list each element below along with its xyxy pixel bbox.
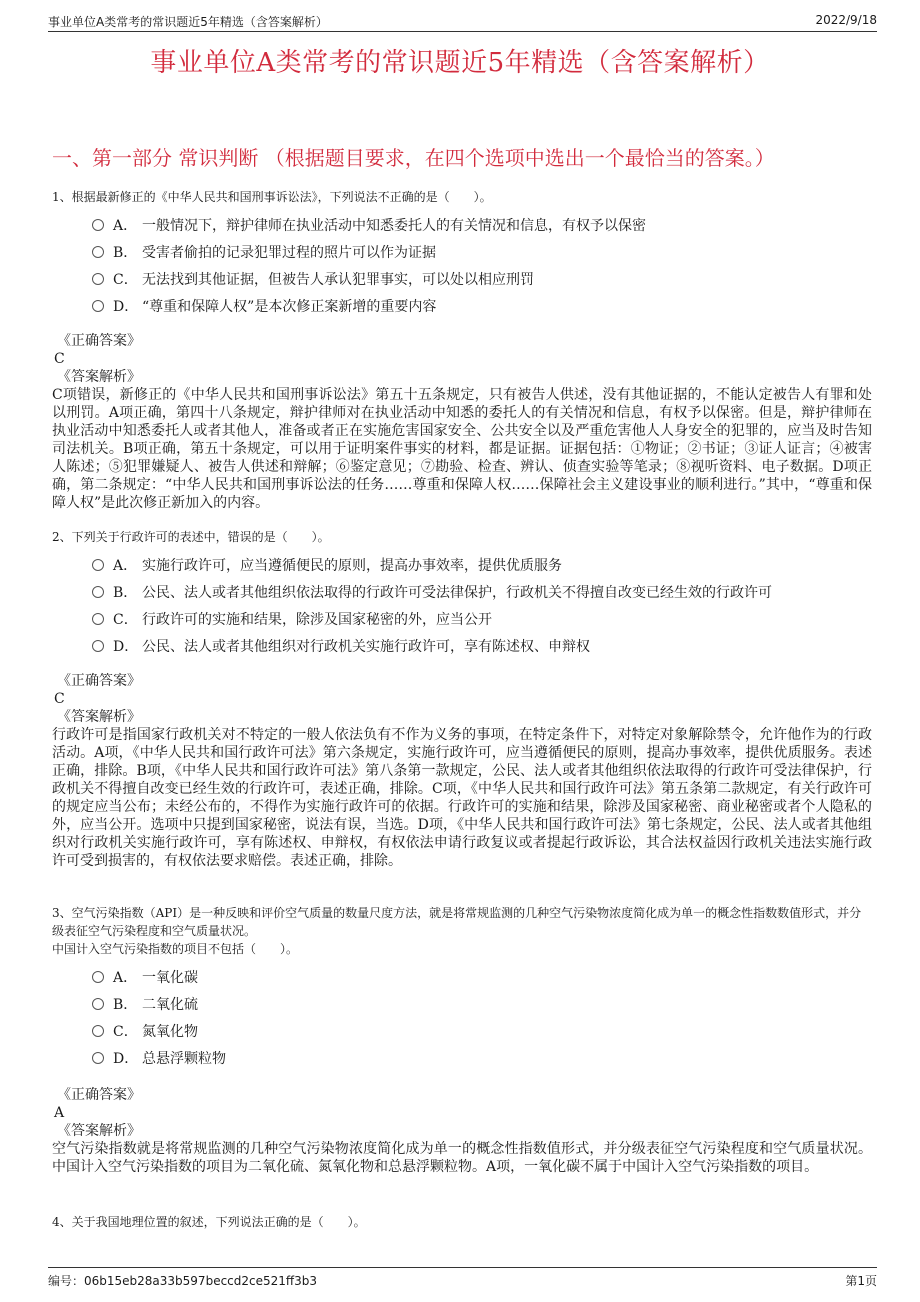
explanation-1: C项错误，新修正的《中华人民共和国刑事诉讼法》第五十五条规定，只有被告人供述，没有其他证据的，不能认定被告人有罪和处以刑罚。A项正确，第四十八条规定，辩护律师对在执业活动中知悉的委托人的有关情况和信息，有权予以保密。但是，辩护律师在执业活动中知悉委托人或者其他人，准备或者正在实施危害国家安全、公共安全以及严重危害他人人身安全的犯罪的，应当及时告知司法机关。B项正确，第五十条规定，可以用于证明案件事实的材料，都是证据。证据包括：①物证；②书证；③证人证言；④被害人陈述；⑤犯罪嫌疑人、被告人供述和辩解；⑥鉴定意见；⑦勘验、检查、辨认、侦查实验等笔录；⑧视听资料、电子数据。D项正确，第二条规定：“中华人民共和国刑事诉讼法的任务……尊重和保障人权……保障社会主义建设事业的顺利进行。”其中，“尊重和保障人权”是此次修正新加入的内容。 <box>52 387 872 511</box>
radio-icon[interactable] <box>92 971 104 983</box>
answer-value: A <box>54 1105 65 1121</box>
explanation-label: 《答案解析》 <box>57 1123 141 1139</box>
page-footer <box>48 1267 877 1288</box>
radio-icon[interactable] <box>92 1025 104 1037</box>
question-stem: 2、下列关于行政许可的表述中，错误的是（ ）。 <box>52 530 330 544</box>
header-date: 2022/9/18 <box>815 13 877 27</box>
answer-label: 《正确答案》 <box>57 673 141 689</box>
explanation-label: 《答案解析》 <box>57 369 141 385</box>
option-b[interactable]: B． 受害者偷拍的记录犯罪过程的照片可以作为证据 <box>52 240 872 267</box>
radio-icon[interactable] <box>92 246 104 258</box>
radio-icon[interactable] <box>92 586 104 598</box>
question-stem: 4、关于我国地理位置的叙述，下列说法正确的是（ ）。 <box>52 1215 366 1229</box>
explanation-2: 行政许可是指国家行政机关对不特定的一般人依法负有不作为义务的事项，在特定条件下，对特定对象解除禁令，允许他作为的行政活动。A项，《中华人民共和国行政许可法》第六条规定，实施行政许可，应当遵循便民的原则，提高办事效率，提供优质服务。表述正确，排除。B项，《中华人民共和国行政许可法》第八条第一款规定，公民、法人或者其他组织依法取得的行政许可受法律保护，行政机关不得擅自改变已经生效的行政许可，表述正确，排除。C项，《中华人民共和国行政许可法》第五条第二款规定，有关行政许可的规定应当公布；未经公布的，不得作为实施行政许可的依据。行政许可的实施和结果，除涉及国家秘密、商业秘密或者个人隐私的外，应当公开。选项中只提到国家秘密，说法有误，当选。D项，《中华人民共和国行政许可法》第七条规定，公民、法人或者其他组织对行政机关实施行政许可，享有陈述权、申辩权，有权依法申请行政复议或者提起行政诉讼，其合法权益因行政机关违法实施行政许可受到损害的，有权依法要求赔偿。表述正确，排除。 <box>52 727 872 869</box>
answer-value: C <box>54 691 65 707</box>
option-c[interactable]: C． 无法找到其他证据，但被告人承认犯罪事实，可以处以相应刑罚 <box>52 267 872 294</box>
radio-icon[interactable] <box>92 998 104 1010</box>
radio-icon[interactable] <box>92 1052 104 1064</box>
answer-2 <box>52 672 872 726</box>
option-b[interactable]: B． 公民、法人或者其他组织依法取得的行政许可受法律保护，行政机关不得擅自改变已经生效的行政许可 <box>52 580 872 607</box>
option-c[interactable]: C． 行政许可的实施和结果，除涉及国家秘密的外，应当公开 <box>52 607 872 634</box>
option-d[interactable]: D． “尊重和保障人权”是本次修正案新增的重要内容 <box>52 294 872 321</box>
question-stem-sub: 中国计入空气污染指数的项目不包括（ ）。 <box>52 942 299 956</box>
option-a[interactable]: A． 一般情况下，辩护律师在执业活动中知悉委托人的有关情况和信息，有权予以保密 <box>52 213 872 240</box>
page-header <box>48 9 877 32</box>
answer-1 <box>52 332 872 386</box>
option-list <box>52 965 872 1073</box>
question-stem: 1、根据最新修正的《中华人民共和国刑事诉讼法》，下列说法不正确的是（ ）。 <box>52 190 492 204</box>
explanation-3: 空气污染指数就是将常规监测的几种空气污染物浓度简化成为单一的概念性指数值形式，并分级表征空气污染程度和空气质量状况。中国计入空气污染指数的项目为二氧化硫、氮氧化物和总悬浮颗粒物。A项，一氧化碳不属于中国计入空气污染指数的项目。 <box>52 1141 872 1175</box>
radio-icon[interactable] <box>92 273 104 285</box>
section-heading: 一、第一部分 常识判断 （根据题目要求，在四个选项中选出一个最恰当的答案。） <box>52 146 775 170</box>
radio-icon[interactable] <box>92 300 104 312</box>
radio-icon[interactable] <box>92 613 104 625</box>
question-2 <box>52 528 872 661</box>
explanation-label: 《答案解析》 <box>57 709 141 725</box>
answer-label: 《正确答案》 <box>57 1087 141 1103</box>
answer-value: C <box>54 351 65 367</box>
question-3 <box>52 904 872 1073</box>
option-list <box>52 213 872 321</box>
radio-icon[interactable] <box>92 640 104 652</box>
question-4 <box>52 1213 872 1231</box>
answer-3 <box>52 1086 872 1140</box>
radio-icon[interactable] <box>92 219 104 231</box>
option-a[interactable]: A． 一氧化碳 <box>52 965 872 992</box>
option-c[interactable]: C． 氮氧化物 <box>52 1019 872 1046</box>
radio-icon[interactable] <box>92 559 104 571</box>
question-1 <box>52 188 872 321</box>
question-stem: 3、空气污染指数（API）是一种反映和评价空气质量的数量尺度方法，就是将常规监测的几种空气污染物浓度简化成为单一的概念性指数数值形式，并分级表征空气污染程度和空气质量状况。 <box>52 906 862 938</box>
option-a[interactable]: A． 实施行政许可，应当遵循便民的原则，提高办事效率，提供优质服务 <box>52 553 872 580</box>
header-doc-title: 事业单位A类常考的常识题近5年精选（含答案解析） <box>48 15 328 29</box>
document-title: 事业单位A类常考的常识题近5年精选（含答案解析） <box>150 48 770 78</box>
answer-label: 《正确答案》 <box>57 333 141 349</box>
option-b[interactable]: B． 二氧化硫 <box>52 992 872 1019</box>
option-list <box>52 553 872 661</box>
footer-page-number: 第1页 <box>845 1274 877 1288</box>
footer-doc-id: 编号：06b15eb28a33b597beccd2ce521ff3b3 <box>48 1274 318 1288</box>
option-d[interactable]: D． 公民、法人或者其他组织对行政机关实施行政许可，享有陈述权、申辩权 <box>52 634 872 661</box>
option-d[interactable]: D． 总悬浮颗粒物 <box>52 1046 872 1073</box>
